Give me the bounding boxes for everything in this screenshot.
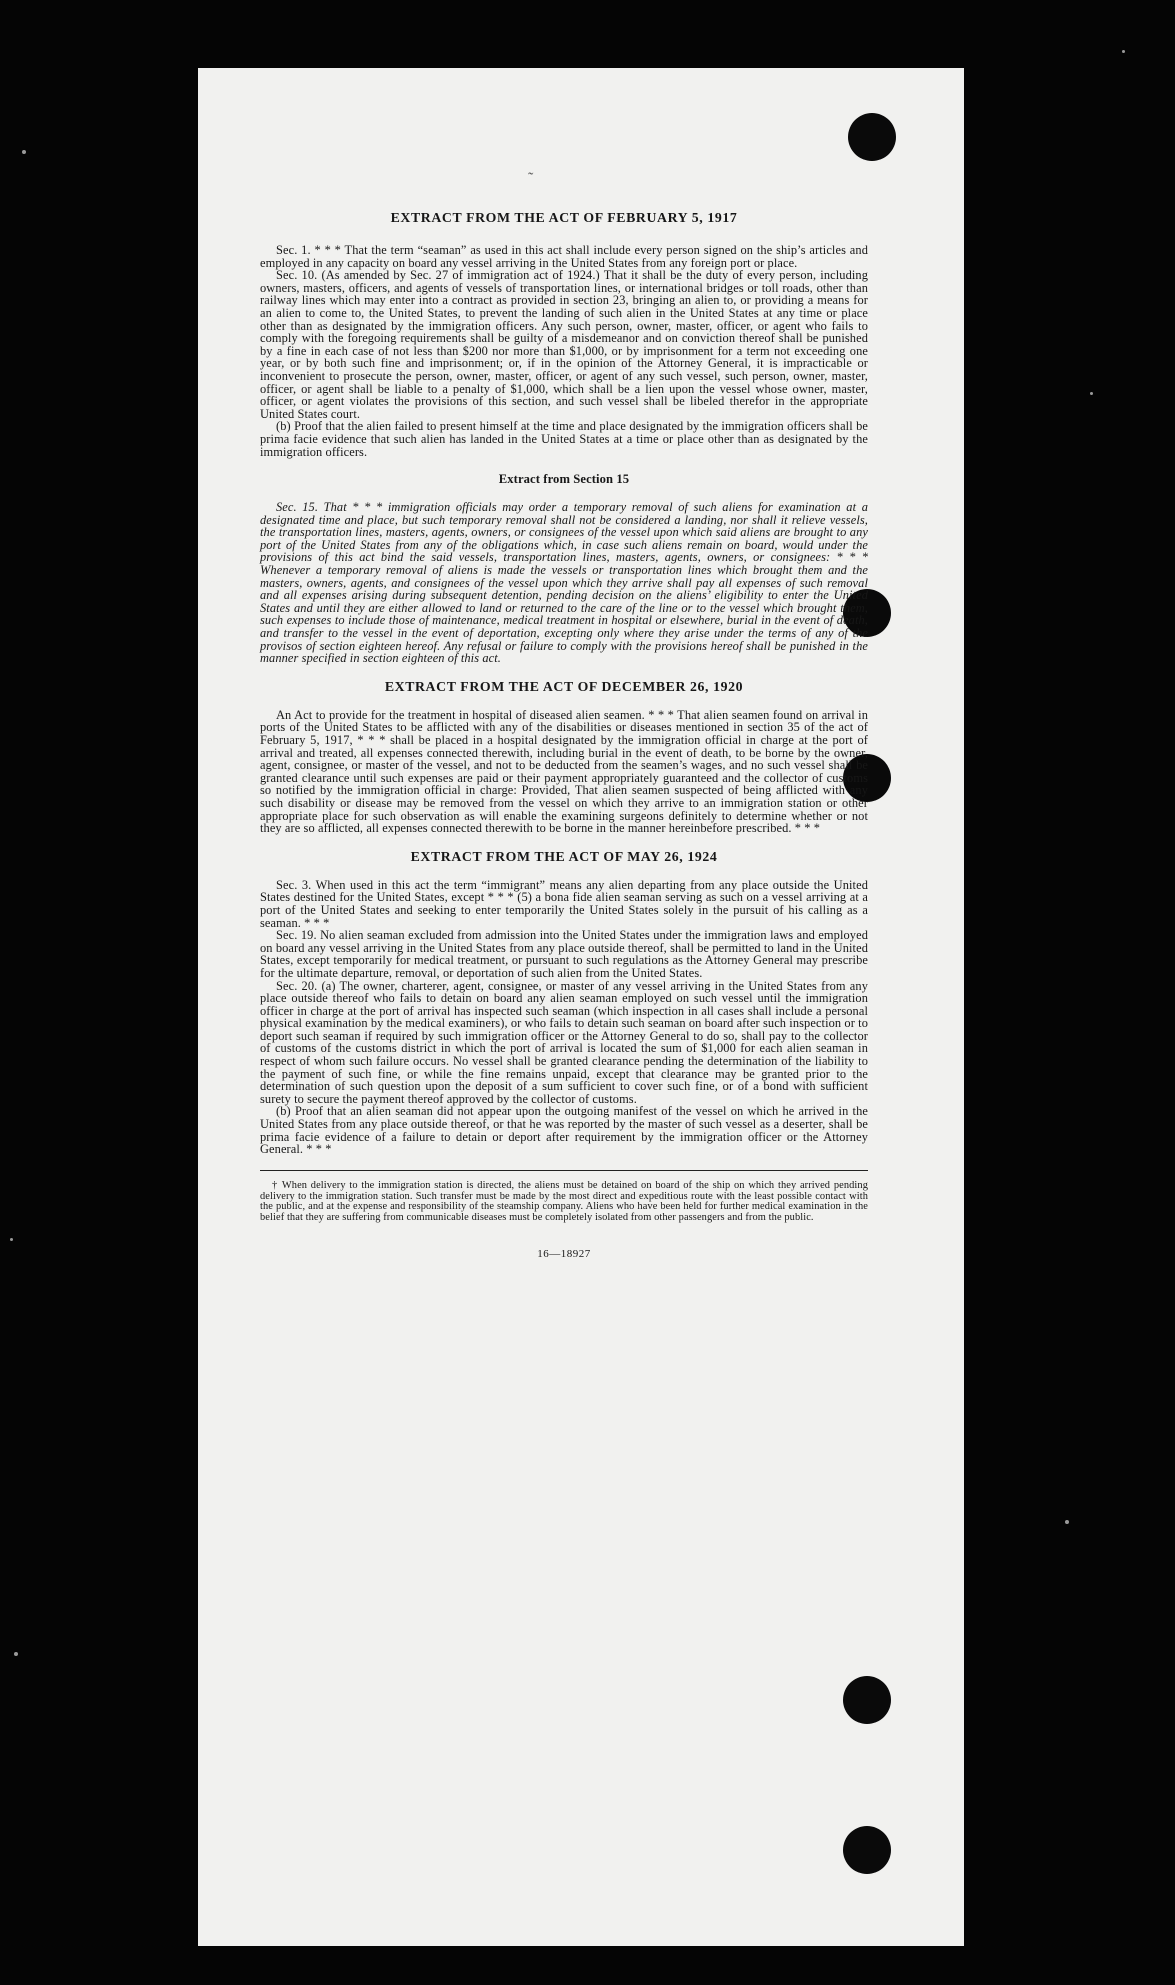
paragraph-sec-20b: (b) Proof that an alien seaman did not appear upon the outgoing manifest of the vessel on which he arrived in the United States from any place outside thereof, or that he was reported by the master of such vessel as a deserter, shall be prima facie evidence of a failure to detain or deport after requirement by the immigration officer or the Attorney General. * * * bbox=[260, 1104, 868, 1157]
footnote-divider bbox=[260, 1170, 868, 1171]
film-speck bbox=[1090, 392, 1093, 395]
punch-hole bbox=[843, 1826, 891, 1874]
paragraph-sec-3: Sec. 3. When used in this act the term “immigrant” means any alien departing from any place outside the United States destined for the United States, except * * * (5) a bona fide alien seaman serving as such on a vessel arriving at a port of the United States and seeking to enter temporarily the United States solely in the pursuit of his calling as a seaman. * * * bbox=[260, 877, 868, 930]
film-speck bbox=[10, 1238, 13, 1241]
heading-act-1924: EXTRACT FROM THE ACT OF MAY 26, 1924 bbox=[410, 848, 718, 864]
document-page bbox=[198, 68, 964, 1946]
document-text bbox=[260, 210, 868, 1261]
paragraph-sec-10b: (b) Proof that the alien failed to present himself at the time and place designated by the immigration officers shall be prima facie evidence that such alien has landed in the United States at a time or place other than as designated by the immigration officers. bbox=[260, 419, 868, 459]
heading-section-15: Extract from Section 15 bbox=[498, 472, 630, 487]
punch-hole bbox=[848, 113, 896, 161]
film-speck bbox=[14, 1652, 18, 1656]
heading-act-1917: EXTRACT FROM THE ACT OF FEBRUARY 5, 1917 bbox=[390, 210, 738, 225]
film-speck bbox=[22, 150, 26, 154]
film-speck bbox=[1065, 1520, 1069, 1524]
punch-hole bbox=[843, 1676, 891, 1724]
paragraph-sec-20a: Sec. 20. (a) The owner, charterer, agent, consignee, or master of any vessel arriving in the United States from any place outside thereof who fails to detain on board any alien seaman employed on such vessel until the immigration officer in charge at the port of arrival has inspected such seaman (which inspection in all cases shall include a personal physical examination by the medical examiners), or who fails to detain such seaman on board after such inspection or to deport such seaman if required by such immigration officer or the Attorney General to do so, shall pay to the collector of customs of the customs district in which the port of arrival is located the sum of $1,000 for each alien seaman in respect of whom such failure occurs. No vessel shall be granted clearance pending the determination of the liability to the payment of such fine, or while the fine remains unpaid, except that clearance may be granted prior to the determination of such question upon the deposit of a sum sufficient to cover such fine, or of a bond with sufficient surety to secure the payment thereof approved by the collector of customs. bbox=[260, 978, 868, 1106]
paragraph-sec-19: Sec. 19. No alien seaman excluded from admission into the United States under the immigration laws and employed on board any vessel arriving in the United States from any place outside thereof, shall be permitted to land in the United States, except temporarily for medical treatment, or pursuant to such regulations as the Attorney General may prescribe for the ultimate departure, removal, or deportation of such alien from the United States. bbox=[260, 928, 868, 980]
form-number: 16—18927 bbox=[537, 1248, 591, 1260]
film-speck bbox=[1122, 50, 1125, 53]
paragraph-sec-10: Sec. 10. (As amended by Sec. 27 of immigration act of 1924.) That it shall be the duty of every person, including owners, masters, officers, and agents of vessels of transportation lines, or international bridges or toll roads, other than railway lines which may enter into a contract as provided in section 23, bringing an alien to, or providing a means for an alien to come to, the United States, to prevent the landing of such alien in the United States at any time or place other than as designated by the immigration officers. Any such person, owner, master, officer, or agent who fails to comply with the foregoing requirements shall be guilty of a misdemeanor and on conviction thereof shall be punished by a fine in each case of not less than $200 nor more than $1,000, or by imprisonment for a term not exceeding one year, or by both such fine and imprisonment; or, if in the opinion of the Attorney General, it is impracticable or inconvenient to prosecute the person, owner, master, officer, or agent of any such vessel, such person, owner, master, officer, or agent shall be liable to a penalty of $1,000, which shall be a lien upon the vessel whose owner, master, officer, or agent violates the provisions of this section, and such vessel shall be libeled therefor in the appropriate United States court. bbox=[260, 268, 868, 421]
paragraph-sec-1: Sec. 1. * * * That the term “seaman” as used in this act shall include every person signed on the ship’s articles and employed in any capacity on board any vessel arriving in the United States from any foreign port or place. bbox=[260, 243, 868, 270]
footnote: † When delivery to the immigration station is directed, the aliens must be detained on board of the ship on which they arrived pending delivery to the immigration station. Such transfer must be made by the most direct and expeditious route with the least possible contact with the public, and at the expense and responsibility of the steamship company. Aliens who have been held for further medical examination in the belief that they are suffering from communicable diseases must be completely isolated from other passengers and from the public. bbox=[260, 1179, 868, 1224]
heading-act-1920: EXTRACT FROM THE ACT OF DECEMBER 26, 1920 bbox=[384, 678, 744, 694]
paragraph-sec-15: Sec. 15. That * * * immigration officials may order a temporary removal of such aliens for examination at a designated time and place, but such temporary removal shall not be considered a landing, nor shall it relieve vessels, the transportation lines, masters, agents, owners, or consignees of the vessel upon which said aliens are brought to any port of the United States from any of the obligations which, in case such aliens remain on board, would under the provisions of this act bind the said vessels, transportation lines, masters, agents, owners, or consignees: * * * Whenever a temporary removal of aliens is made the vessels or transportation lines which brought them and the masters, owners, agents, and consignees of the vessel upon which they arrive shall pay all expenses of such removal and all expenses arising during subsequent detention, pending decision on the aliens’ eligibility to enter the United States and until they are either allowed to land or returned to the care of the line or to the vessel which brought them, such expenses to include those of maintenance, medical treatment in hospital or elsewhere, burial in the event of death, and transfer to the vessel in the event of deportation, excepting only where they arise under the terms of any of the provisos of section eighteen hereof. Any refusal or failure to comply with the provisions hereof shall be punished in the manner specified in section eighteen of this act. bbox=[260, 500, 868, 666]
stray-mark: ˜ bbox=[528, 170, 534, 187]
paragraph-act-1920: An Act to provide for the treatment in hospital of diseased alien seamen. * * * That alien seamen found on arrival in ports of the United States to be afflicted with any of the disabilities or diseases mentioned in section 35 of the act of February 5, 1917, * * * shall be placed in a hospital designated by the immigration official in charge at the port of arrival and treated, all expenses connected therewith, including burial in the event of death, to be borne by the owner, agent, consignee, or master of the vessel, and not to be deducted from the seamen’s wages, and no such vessel shall be granted clearance until such expenses are paid or their payment appropriately guaranteed and the collector of customs so notified by the immigration official in charge: Provided, That alien seamen suspected of being afflicted with any such disability or disease may be removed from the vessel on which they arrive to an immigration station or other appropriate place for such observation as will enable the examining surgeons definitely to determine whether or not they are so afflicted, all expenses connected therewith to be borne in the manner hereinbefore prescribed. * * * bbox=[260, 707, 868, 836]
